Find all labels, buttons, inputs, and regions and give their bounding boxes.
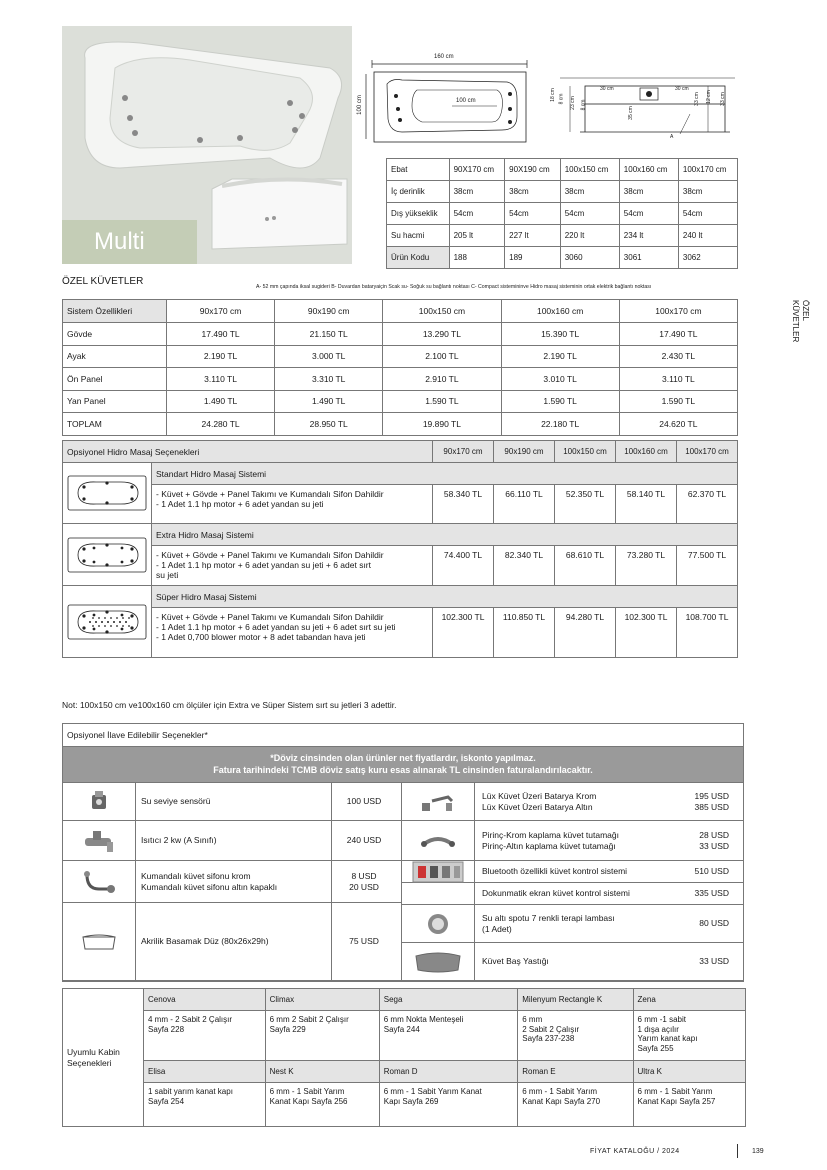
price-cell: 3.110 TL: [167, 368, 275, 391]
extra-price-1: 33 USD: [699, 956, 729, 966]
extra-option-row: [63, 821, 401, 861]
price-header-row: [63, 300, 738, 323]
hydro-size-header: 100x150 cm: [555, 441, 616, 463]
cabin-desc: [265, 1011, 379, 1061]
price-row: [63, 368, 738, 391]
extra-option-row: [401, 943, 743, 981]
price-cell: 17.490 TL: [619, 323, 737, 346]
catalog-label: FİYAT KATALOĞU / 2024: [590, 1148, 680, 1155]
siphon-icon: [63, 861, 136, 902]
extra-price-2: 385 USD: [694, 801, 729, 812]
spec-cell: 205 lt: [449, 225, 505, 247]
banner-line1: *Döviz cinsinden olan ürünler net fiyatlardır, iskonto yapılmaz.: [270, 753, 536, 763]
hydro-price: 58.140 TL: [616, 485, 677, 524]
price-row: [63, 413, 738, 436]
dim-left-3: 23 cm: [569, 96, 576, 110]
spec-cell: 38cm: [505, 181, 561, 203]
spec-cell: 38cm: [619, 181, 678, 203]
banner-line2: Fatura tarihindeki TCMB döviz satış kuru esas alınarak TL cinsinden faturalandırılacaktır.: [213, 765, 593, 775]
price-cell: 1.590 TL: [501, 390, 619, 413]
price-cell: 1.490 TL: [275, 390, 383, 413]
cabin-desc-line: Sayfa 229: [269, 1024, 306, 1034]
extra-option-price: [327, 821, 401, 860]
hydro-desc-row: [63, 485, 738, 524]
extra-option-price: [327, 861, 401, 902]
extra-option-line2: Kumandalı küvet sifonu altın kapaklı: [141, 881, 278, 892]
spec-header-row: [387, 159, 738, 181]
price-table: [62, 299, 738, 436]
spec-cell: 227 lt: [505, 225, 561, 247]
extra-price-1: 8 USD: [351, 870, 377, 881]
cabin-name: Ultra K: [633, 1061, 745, 1083]
hydro-desc-line: - 1 Adet 0,700 blower motor + 8 adet tabandan hava jeti: [156, 632, 366, 642]
extra-option-label: [476, 905, 672, 942]
extras-banner: [63, 747, 743, 783]
extra-option-line1: Dokunmatik ekran küvet kontrol sistemi: [482, 888, 630, 898]
cabin-desc-line: 4 mm - 2 Sabit 2 Çalışır: [148, 1015, 233, 1024]
cabin-name-row: [63, 989, 746, 1011]
extra-option-line2: Pirinç-Altın kaplama küvet tutamağı: [482, 840, 616, 851]
extra-price-1: 100 USD: [346, 796, 382, 806]
price-cell: 2.910 TL: [383, 368, 501, 391]
spec-cell: 188: [449, 247, 505, 269]
cabin-desc-line: 6 mm - 1 Sabit Yarım: [522, 1087, 598, 1096]
spec-row: [387, 203, 738, 225]
price-cell: 15.390 TL: [501, 323, 619, 346]
extra-option-label: [476, 783, 672, 820]
extra-option-line1: Su altı spotu 7 renkli terapi lambası: [482, 912, 615, 923]
cabin-desc: [144, 1011, 266, 1061]
cabin-desc-line: 6 mm 2 Sabit 2 Çalışır: [269, 1015, 349, 1024]
extra-option-label: [476, 943, 672, 980]
spec-cell: 54cm: [678, 203, 737, 225]
extra-option-line2: Lüx Küvet Üzeri Batarya Altın: [482, 801, 593, 812]
extra-option-label: [476, 861, 672, 882]
extra-price-1: 80 USD: [699, 918, 729, 928]
spec-header-cell: Ebat: [387, 159, 450, 181]
cabin-label: [63, 989, 144, 1127]
cabin-desc: [518, 1083, 633, 1127]
hydro-desc-line: - Küvet + Gövde + Panel Takımı ve Kumandalı Sifon Dahildir: [156, 550, 384, 560]
cabin-desc: [265, 1083, 379, 1127]
spec-cell: 3060: [560, 247, 619, 269]
dim-side-height: 100 cm: [356, 95, 363, 115]
cabin-name: Elisa: [144, 1061, 266, 1083]
hydro-price: 82.340 TL: [494, 546, 555, 586]
touch-panel-icon: [402, 883, 475, 904]
price-cell: Ön Panel: [63, 368, 167, 391]
extra-option-row: [401, 783, 743, 821]
cabin-desc-line: Kanat Kapı Sayfa 257: [637, 1096, 716, 1106]
cabin-desc-line: 6 mm - 1 Sabit Yarım: [637, 1087, 713, 1096]
hydro-tub-icon: [66, 535, 148, 575]
extra-option-row: [401, 883, 743, 905]
spotlight-icon: [402, 905, 475, 942]
cabin-name: Cenova: [144, 989, 266, 1011]
side-label-line1: ÖZEL: [801, 300, 810, 321]
price-header-cell: Sistem Özellikleri: [63, 300, 167, 323]
extra-option-row: [401, 905, 743, 943]
cabin-name: Milenyum Rectangle K: [518, 989, 633, 1011]
cabin-desc-line: 6 mm: [522, 1015, 543, 1024]
spec-cell: 3062: [678, 247, 737, 269]
spec-cell: 189: [505, 247, 561, 269]
price-cell: 2.100 TL: [383, 345, 501, 368]
section-title: ÖZEL KÜVETLER: [62, 276, 144, 287]
cabin-name: Sega: [379, 989, 518, 1011]
price-cell: 19.890 TL: [383, 413, 501, 436]
spec-cell: 38cm: [560, 181, 619, 203]
price-header-cell: 90x170 cm: [167, 300, 275, 323]
cabin-desc-row: [63, 1083, 746, 1127]
price-cell: 2.430 TL: [619, 345, 737, 368]
hydro-price: 68.610 TL: [555, 546, 616, 586]
hydro-system-name: Standart Hidro Masaj Sistemi: [152, 463, 738, 485]
cabin-desc: [144, 1083, 266, 1127]
dim-mid-2: 35 cm: [627, 106, 634, 120]
hydro-system-desc: [152, 546, 433, 586]
cabin-name: Roman D: [379, 1061, 518, 1083]
extra-price-1: 335 USD: [694, 888, 729, 898]
extra-option-label: [137, 821, 332, 860]
cabin-name: Zena: [633, 989, 745, 1011]
hydro-price: 58.340 TL: [433, 485, 494, 524]
hydro-desc-row: [63, 546, 738, 586]
extra-option-price: [655, 861, 729, 882]
hydro-size-header: 100x170 cm: [677, 441, 738, 463]
extra-price-1: 510 USD: [694, 866, 729, 876]
pillow-icon: [402, 943, 475, 980]
extra-option-line1: Isıtıcı 2 kw (A Sınıfı): [141, 835, 217, 845]
cabin-name: Climax: [265, 989, 379, 1011]
extra-option-row: [63, 783, 401, 821]
hydro-desc-row: [63, 608, 738, 658]
price-cell: Gövde: [63, 323, 167, 346]
extra-price-1: 240 USD: [346, 835, 382, 845]
technical-drawing-side: [540, 74, 740, 144]
hydro-desc-line: - 1 Adet 1.1 hp motor + 6 adet yandan su jeti: [156, 499, 324, 509]
price-header-cell: 100x160 cm: [501, 300, 619, 323]
dim-left-1: 18 cm: [549, 88, 556, 102]
cabin-desc: [633, 1083, 745, 1127]
cabin-label-line1: Uyumlu Kabin: [67, 1046, 120, 1057]
extra-price-2: 20 USD: [349, 881, 379, 892]
price-cell: 3.110 TL: [619, 368, 737, 391]
dim-top-width: 160 cm: [434, 54, 454, 60]
extra-option-line1: Akrilik Basamak Düz (80x26x29h): [141, 936, 269, 946]
extra-option-label: [476, 821, 672, 860]
cabin-desc: [379, 1011, 518, 1061]
cabin-desc-line: 1 sabit yarım kanat kapı: [148, 1087, 233, 1096]
extra-option-row: [401, 861, 743, 883]
spec-cell: 240 lt: [678, 225, 737, 247]
spec-cell: 220 lt: [560, 225, 619, 247]
extra-option-line1: Küvet Baş Yastığı: [482, 956, 549, 966]
cabin-desc-line: Kanat Kapı Sayfa 270: [522, 1096, 601, 1106]
cabin-desc-line: 1 dışa açılır: [637, 1024, 679, 1034]
price-header-cell: 90x190 cm: [275, 300, 383, 323]
extra-option-row: [63, 903, 401, 981]
spec-cell: 54cm: [560, 203, 619, 225]
price-header-cell: 100x170 cm: [619, 300, 737, 323]
faucet-icon: [402, 783, 475, 820]
spec-cell: 234 lt: [619, 225, 678, 247]
spec-cell: 54cm: [619, 203, 678, 225]
hydro-price: 52.350 TL: [555, 485, 616, 524]
cabin-desc-line: Sayfa 228: [148, 1024, 185, 1034]
price-cell: TOPLAM: [63, 413, 167, 436]
hydro-desc-line: - Küvet + Gövde + Panel Takımı ve Kumandalı Sifon Dahildir: [156, 489, 384, 499]
cabin-desc-line: Sayfa 237-238: [522, 1034, 575, 1043]
price-cell: 13.290 TL: [383, 323, 501, 346]
hydro-desc-line: - 1 Adet 1.1 hp motor + 6 adet yandan su jeti + 6 adet sırt: [156, 560, 371, 570]
step-icon: [63, 903, 136, 980]
footer-divider: [737, 1144, 738, 1158]
price-cell: 28.950 TL: [275, 413, 383, 436]
cabin-desc-line: Sayfa 254: [148, 1096, 185, 1106]
price-cell: 1.590 TL: [619, 390, 737, 413]
spec-cell: Ürün Kodu: [387, 247, 450, 269]
price-cell: 2.190 TL: [167, 345, 275, 368]
page-number: 139: [752, 1148, 764, 1155]
hydro-system-row: [63, 463, 738, 485]
extra-option-price: [655, 821, 729, 860]
spec-header-cell: 100x170 cm: [678, 159, 737, 181]
cabin-desc-line: Kanat Kapı Sayfa 256: [269, 1096, 348, 1106]
footnote: Not: 100x150 cm ve100x160 cm ölçüler için Extra ve Süper Sistem sırt su jetleri 3 adettir.: [62, 700, 397, 710]
hydro-system-desc: [152, 608, 433, 658]
cabin-desc-line: Yarım kanat kapı: [637, 1034, 698, 1043]
product-photo: [62, 26, 352, 264]
legend-note: A- 52 mm çapında iksal sugideri B- Duvardan bataryaiçin Scak su- Soğuk su bağlantı noktası C- Compact sistemininve Hidro masaj sisteminin ortak elektrik bağlantı noktası: [256, 284, 652, 290]
price-cell: 1.490 TL: [167, 390, 275, 413]
hydro-desc-line: - Küvet + Gövde + Panel Takımı ve Kumandalı Sifon Dahildir: [156, 612, 384, 622]
hydro-title: Opsiyonel Hidro Masaj Seçenekleri: [63, 441, 433, 463]
hydro-system-row: [63, 524, 738, 546]
price-cell: 1.590 TL: [383, 390, 501, 413]
cabin-desc-line: 2 Sabit 2 Çalışır: [522, 1024, 580, 1034]
bluetooth-control-icon: [402, 861, 475, 882]
price-cell: 17.490 TL: [167, 323, 275, 346]
hydro-price: 102.300 TL: [433, 608, 494, 658]
handle-icon: [402, 821, 475, 860]
cabin-table: [62, 988, 746, 1127]
dim-front-b: 30 cm: [675, 86, 689, 92]
hydro-size-header: 90x170 cm: [433, 441, 494, 463]
hydro-system-row: [63, 586, 738, 608]
cabin-desc: [379, 1083, 518, 1127]
price-cell: 3.310 TL: [275, 368, 383, 391]
spec-cell: 54cm: [449, 203, 505, 225]
hydro-price: 108.700 TL: [677, 608, 738, 658]
price-cell: Yan Panel: [63, 390, 167, 413]
hydro-price: 73.280 TL: [616, 546, 677, 586]
price-row: [63, 390, 738, 413]
cabin-desc-line: Sayfa 244: [383, 1024, 420, 1034]
dim-front-a: 30 cm: [600, 86, 614, 92]
extra-option-line1: Pirinç-Krom kaplama küvet tutamağı: [482, 829, 619, 840]
hydro-system-icon: [63, 586, 152, 658]
hydro-table: [62, 440, 738, 658]
spec-cell: Dış yükseklik: [387, 203, 450, 225]
dim-mid-1: 8 cm: [580, 99, 587, 111]
price-header-cell: 100x150 cm: [383, 300, 501, 323]
spec-row: [387, 247, 738, 269]
cabin-desc-line: 6 mm -1 sabit: [637, 1015, 686, 1024]
spec-cell: İç derinlik: [387, 181, 450, 203]
extra-price-1: 28 USD: [699, 829, 729, 840]
spec-row: [387, 225, 738, 247]
technical-drawing-top: [356, 54, 532, 154]
extra-option-row: [401, 821, 743, 861]
cabin-label-line2: Seçenekleri: [67, 1057, 112, 1068]
extra-option-price: [327, 783, 401, 820]
hydro-tub-icon: [66, 473, 148, 513]
extras-title: Opsiyonel İlave Edilebilir Seçenekler*: [63, 724, 743, 747]
cabin-desc-line: 6 mm - 1 Sabit Yarım Kanat: [383, 1087, 482, 1096]
product-name: Multi: [94, 228, 145, 255]
price-row: [63, 323, 738, 346]
extra-option-label: [137, 783, 332, 820]
extra-option-line1: Kumandalı küvet sifonu krom: [141, 870, 251, 881]
hydro-desc-line: su jeti: [156, 570, 179, 580]
hydro-price: 102.300 TL: [616, 608, 677, 658]
extra-option-label: [476, 883, 672, 904]
cabin-desc-line: Kapı Sayfa 269: [383, 1096, 439, 1106]
hydro-system-icon: [63, 524, 152, 586]
cabin-name: Nest K: [265, 1061, 379, 1083]
dim-left-2: 8 cm: [558, 93, 565, 105]
dim-mark-a: A: [670, 134, 674, 140]
hydro-tub-icon: [66, 602, 148, 642]
price-cell: 3.010 TL: [501, 368, 619, 391]
extra-option-price: [655, 883, 729, 904]
spec-table: [386, 158, 738, 269]
spec-cell: 38cm: [449, 181, 505, 203]
extra-option-price: [655, 943, 729, 980]
price-cell: Ayak: [63, 345, 167, 368]
side-section-label: [788, 300, 812, 370]
extra-option-label: [137, 861, 332, 902]
cabin-desc-line: 6 mm Nokta Menteşeli: [383, 1015, 464, 1024]
cabin-name-row: [63, 1061, 746, 1083]
hydro-price: 74.400 TL: [433, 546, 494, 586]
price-cell: 24.280 TL: [167, 413, 275, 436]
hydro-desc-line: - 1 Adet 1.1 hp motor + 6 adet yandan su jeti + 6 adet sırt su jeti: [156, 622, 396, 632]
dim-right-2: 12 cm: [705, 90, 712, 104]
spec-header-cell: 100x150 cm: [560, 159, 619, 181]
price-row: [63, 345, 738, 368]
spec-header-cell: 100x160 cm: [619, 159, 678, 181]
extra-price-1: 195 USD: [694, 790, 729, 801]
extra-option-line1: Bluetooth özellikli küvet kontrol sistemi: [482, 866, 628, 876]
extra-option-price: [655, 905, 729, 942]
spec-cell: 3061: [619, 247, 678, 269]
price-cell: 22.180 TL: [501, 413, 619, 436]
dim-right-3: 33 cm: [719, 92, 726, 106]
spec-row: [387, 181, 738, 203]
extra-option-line2: (1 Adet): [482, 923, 512, 934]
hydro-price: 94.280 TL: [555, 608, 616, 658]
hydro-system-icon: [63, 463, 152, 524]
hydro-price: 110.850 TL: [494, 608, 555, 658]
extra-option-line1: Su seviye sensörü: [141, 796, 211, 806]
cabin-name: Roman E: [518, 1061, 633, 1083]
cabin-desc: [633, 1011, 745, 1061]
spec-cell: 54cm: [505, 203, 561, 225]
extra-price-1: 75 USD: [349, 936, 379, 946]
extra-option-price: [655, 783, 729, 820]
spec-header-cell: 90X190 cm: [505, 159, 561, 181]
hydro-size-header: 90x190 cm: [494, 441, 555, 463]
hydro-price: 66.110 TL: [494, 485, 555, 524]
footer: [590, 1148, 680, 1155]
hydro-header-row: [63, 441, 738, 463]
spec-cell: Su hacmi: [387, 225, 450, 247]
price-cell: 3.000 TL: [275, 345, 383, 368]
heater-icon: [63, 821, 136, 860]
price-cell: 21.150 TL: [275, 323, 383, 346]
side-label-line2: KÜVETLER: [791, 300, 800, 343]
spec-header-cell: 90X170 cm: [449, 159, 505, 181]
extra-option-row: [63, 861, 401, 903]
hydro-system-desc: [152, 485, 433, 524]
dim-inner: 100 cm: [456, 98, 476, 104]
price-cell: 24.620 TL: [619, 413, 737, 436]
cabin-desc-line: Sayfa 255: [637, 1043, 674, 1053]
extra-option-line1: Lüx Küvet Üzeri Batarya Krom: [482, 790, 597, 801]
dim-right-1: 33 cm: [693, 92, 700, 106]
spec-cell: 38cm: [678, 181, 737, 203]
cabin-desc-row: [63, 1011, 746, 1061]
hydro-price: 77.500 TL: [677, 546, 738, 586]
product-name-label: [62, 220, 197, 264]
extras-box: [62, 723, 744, 982]
hydro-price: 62.370 TL: [677, 485, 738, 524]
level-sensor-icon: [63, 783, 136, 820]
hydro-size-header: 100x160 cm: [616, 441, 677, 463]
extra-price-2: 33 USD: [699, 840, 729, 851]
price-cell: 2.190 TL: [501, 345, 619, 368]
cabin-desc: [518, 1011, 633, 1061]
extra-option-price: [327, 903, 401, 980]
extra-option-label: [137, 903, 332, 980]
hydro-system-name: Süper Hidro Masaj Sistemi: [152, 586, 738, 608]
cabin-desc-line: 6 mm - 1 Sabit Yarım: [269, 1087, 345, 1096]
hydro-system-name: Extra Hidro Masaj Sistemi: [152, 524, 738, 546]
